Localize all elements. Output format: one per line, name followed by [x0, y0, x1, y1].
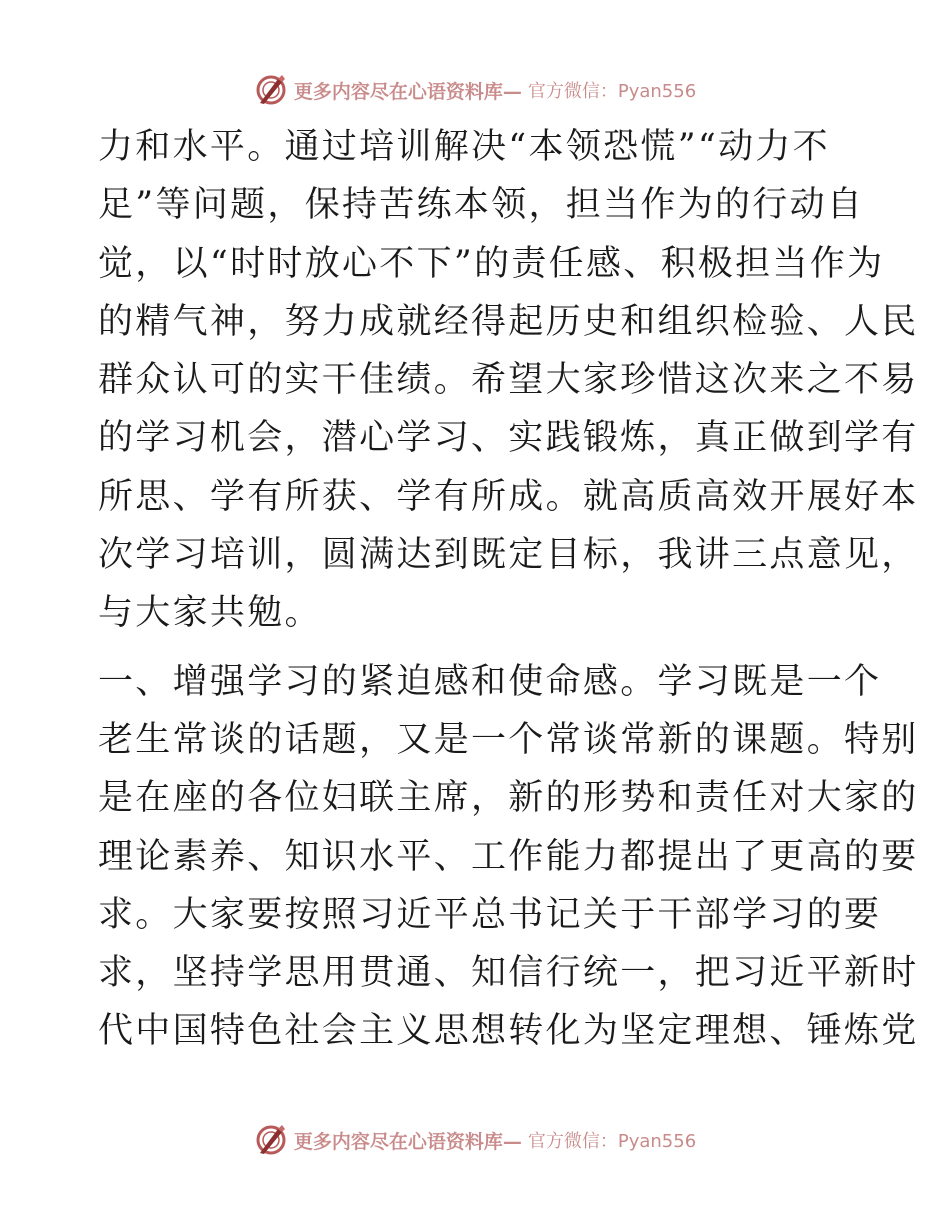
- pen-logo-icon: [254, 1123, 288, 1157]
- paragraph-1: [98, 118, 919, 643]
- text-line: 的精气神，努力成就经得起历史和组织检验、人民: [98, 301, 919, 342]
- text-line: 的学习机会，潜心学习、实践锻炼，真正做到学有: [98, 418, 919, 459]
- text-line: 是在座的各位妇联主席，新的形势和责任对大家的: [98, 778, 919, 819]
- header-slogan: 更多内容尽在心语资料库—: [293, 80, 522, 103]
- text-line: 求，坚持学思用贯通、知信行统一，把习近平新时: [98, 953, 919, 994]
- text-line: 足”等问题，保持苦练本领，担当作为的行动自: [98, 185, 865, 226]
- footer-banner: [0, 1120, 950, 1160]
- text-line: 次学习培训，圆满达到既定目标，我讲三点意见，: [98, 535, 919, 576]
- section-heading-line: 一、增强学习的紧迫感和使命感。学习既是一个: [98, 661, 882, 702]
- document-body: [98, 118, 919, 1061]
- text-line: 所思、学有所获、学有所成。就高质高效开展好本: [98, 476, 919, 517]
- text-line: 求。大家要按照习近平总书记关于干部学习的要: [98, 894, 882, 935]
- footer-wechat: 官方微信：Pyan556: [527, 1131, 697, 1152]
- pen-logo-icon: [254, 73, 288, 107]
- text-line: 群众认可的实干佳绩。希望大家珍惜这次来之不易: [98, 360, 919, 401]
- text-line: 觉，以“时时放心不下”的责任感、积极担当作为: [98, 243, 885, 284]
- text-line: 与大家共勉。: [98, 593, 322, 634]
- footer-slogan: 更多内容尽在心语资料库—: [293, 1130, 522, 1153]
- paragraph-2: [98, 653, 919, 1061]
- header-wechat: 官方微信：Pyan556: [527, 81, 697, 102]
- text-line: 理论素养、知识水平、工作能力都提出了更高的要: [98, 836, 919, 877]
- text-line: 老生常谈的话题，又是一个常谈常新的课题。特别: [98, 719, 919, 760]
- header-banner: [0, 70, 950, 110]
- text-line: 力和水平。通过培训解决“本领恐慌”“动力不: [98, 127, 830, 167]
- text-line: 代中国特色社会主义思想转化为坚定理想、锤炼党: [98, 1011, 919, 1052]
